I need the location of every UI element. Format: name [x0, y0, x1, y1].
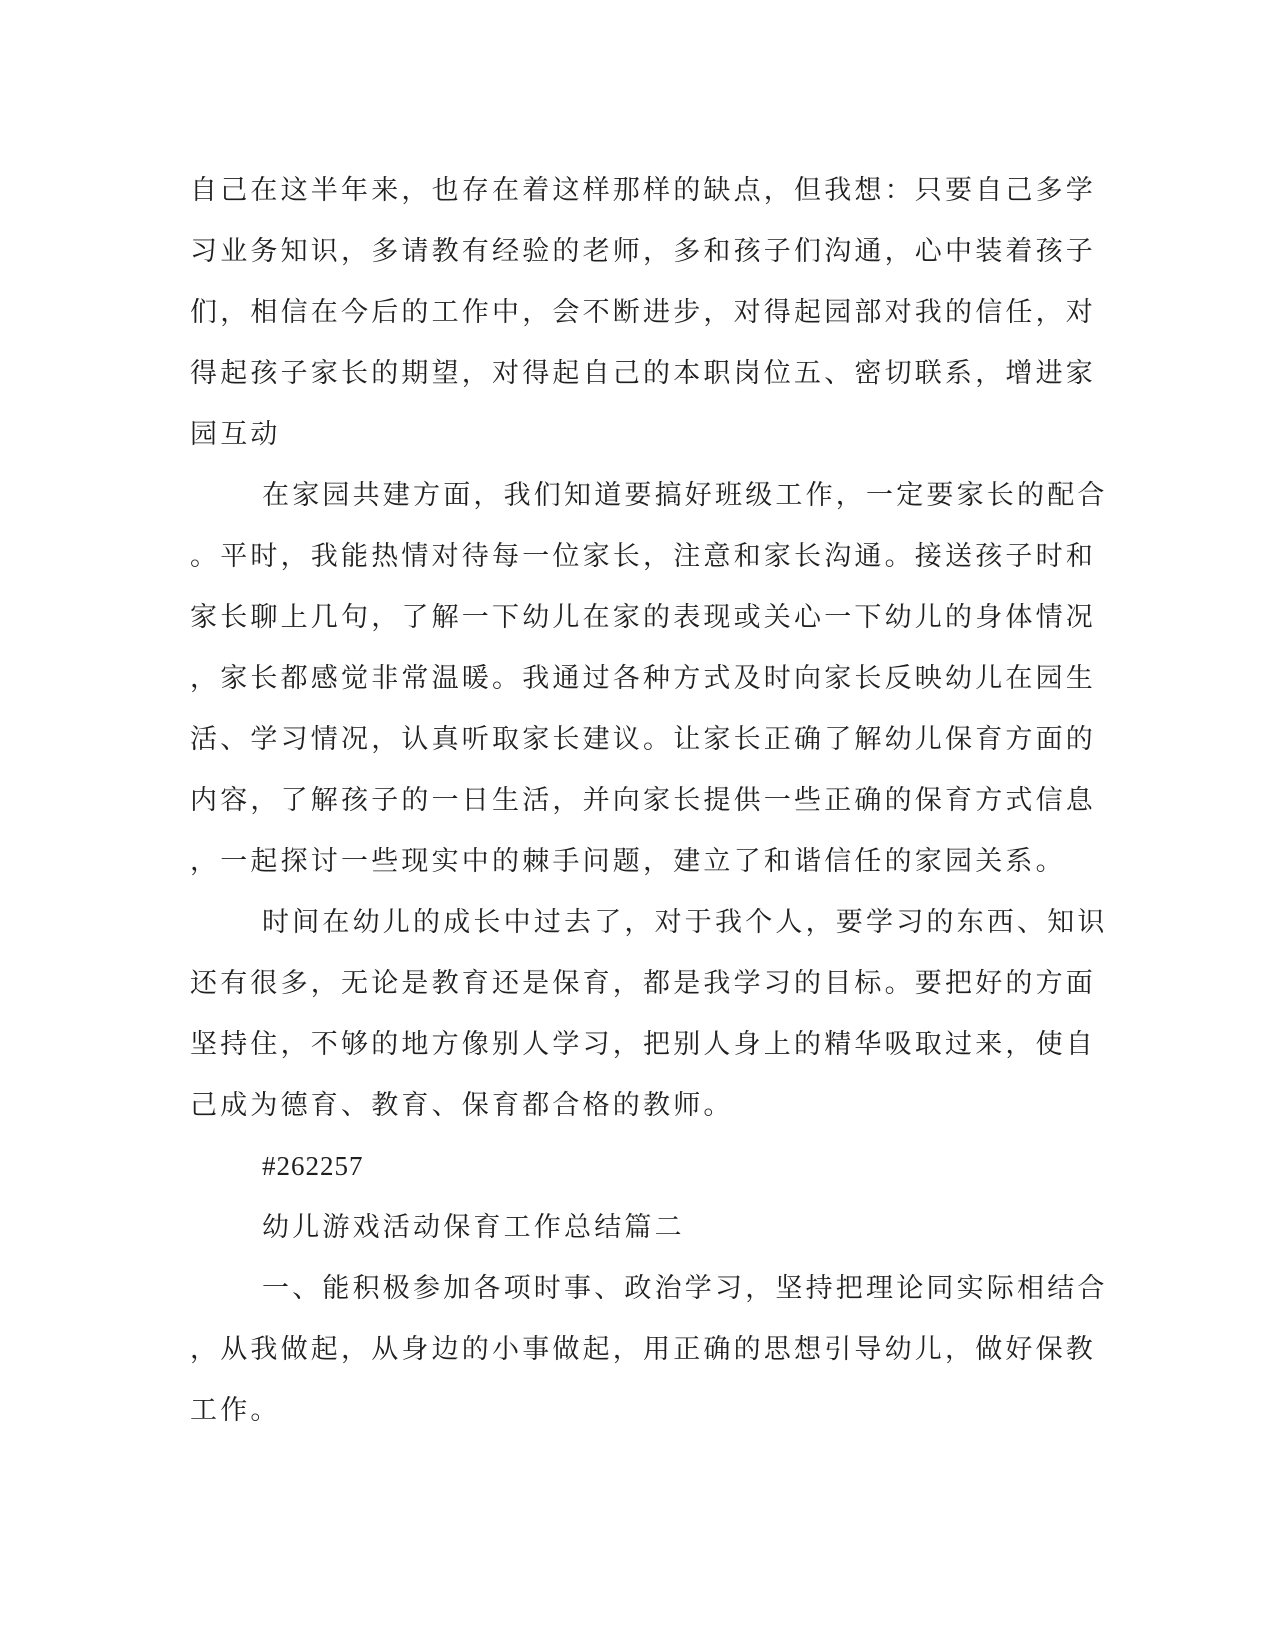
text-line: 坚持住，不够的地方像别人学习，把别人身上的精华吸取过来，使自: [190, 1029, 1096, 1060]
text-line: 己成为德育、教育、保育都合格的教师。: [190, 1090, 734, 1121]
text-line: 们，相信在今后的工作中，会不断进步，对得起园部对我的信任，对: [190, 297, 1096, 328]
text-line: 。平时，我能热情对待每一位家长，注意和家长沟通。接送孩子时和: [190, 541, 1096, 572]
paragraph-shortcomings: [190, 160, 1096, 465]
paragraph-study: [190, 1258, 1108, 1441]
text-line: 家长聊上几句，了解一下幼儿在家的表现或关心一下幼儿的身体情况: [190, 602, 1096, 633]
text-line: 得起孩子家长的期望，对得起自己的本职岗位五、密切联系，增进家: [190, 358, 1096, 389]
text-line: ，一起探讨一些现实中的棘手问题，建立了和谐信任的家园关系。: [190, 846, 1066, 877]
paragraph-conclusion: [190, 892, 1108, 1136]
text-line: 还有很多，无论是教育还是保育，都是我学习的目标。要把好的方面: [190, 968, 1096, 999]
document-id: #262257: [262, 1151, 364, 1181]
text-line: 一、能积极参加各项时事、政治学习，坚持把理论同实际相结合: [262, 1273, 1108, 1304]
text-line: ，家长都感觉非常温暖。我通过各种方式及时向家长反映幼儿在园生: [190, 663, 1096, 694]
section-title: 幼儿游戏活动保育工作总结篇二: [262, 1212, 685, 1243]
text-line: 园互动: [190, 419, 281, 450]
text-line: 内容，了解孩子的一日生活，并向家长提供一些正确的保育方式信息: [190, 785, 1096, 816]
text-line: 习业务知识，多请教有经验的老师，多和孩子们沟通，心中装着孩子: [190, 236, 1096, 267]
text-line: 在家园共建方面，我们知道要搞好班级工作，一定要家长的配合: [262, 480, 1108, 511]
text-line: 自己在这半年来，也存在着这样那样的缺点，但我想：只要自己多学: [190, 175, 1096, 206]
text-line: 工作。: [190, 1395, 281, 1426]
text-line: 活、学习情况，认真听取家长建议。让家长正确了解幼儿保育方面的: [190, 724, 1096, 755]
document-body: [190, 160, 1108, 1441]
text-line: 时间在幼儿的成长中过去了，对于我个人，要学习的东西、知识: [262, 907, 1108, 938]
paragraph-home-school: [190, 465, 1108, 892]
text-line: ，从我做起，从身边的小事做起，用正确的思想引导幼儿，做好保教: [190, 1334, 1096, 1365]
